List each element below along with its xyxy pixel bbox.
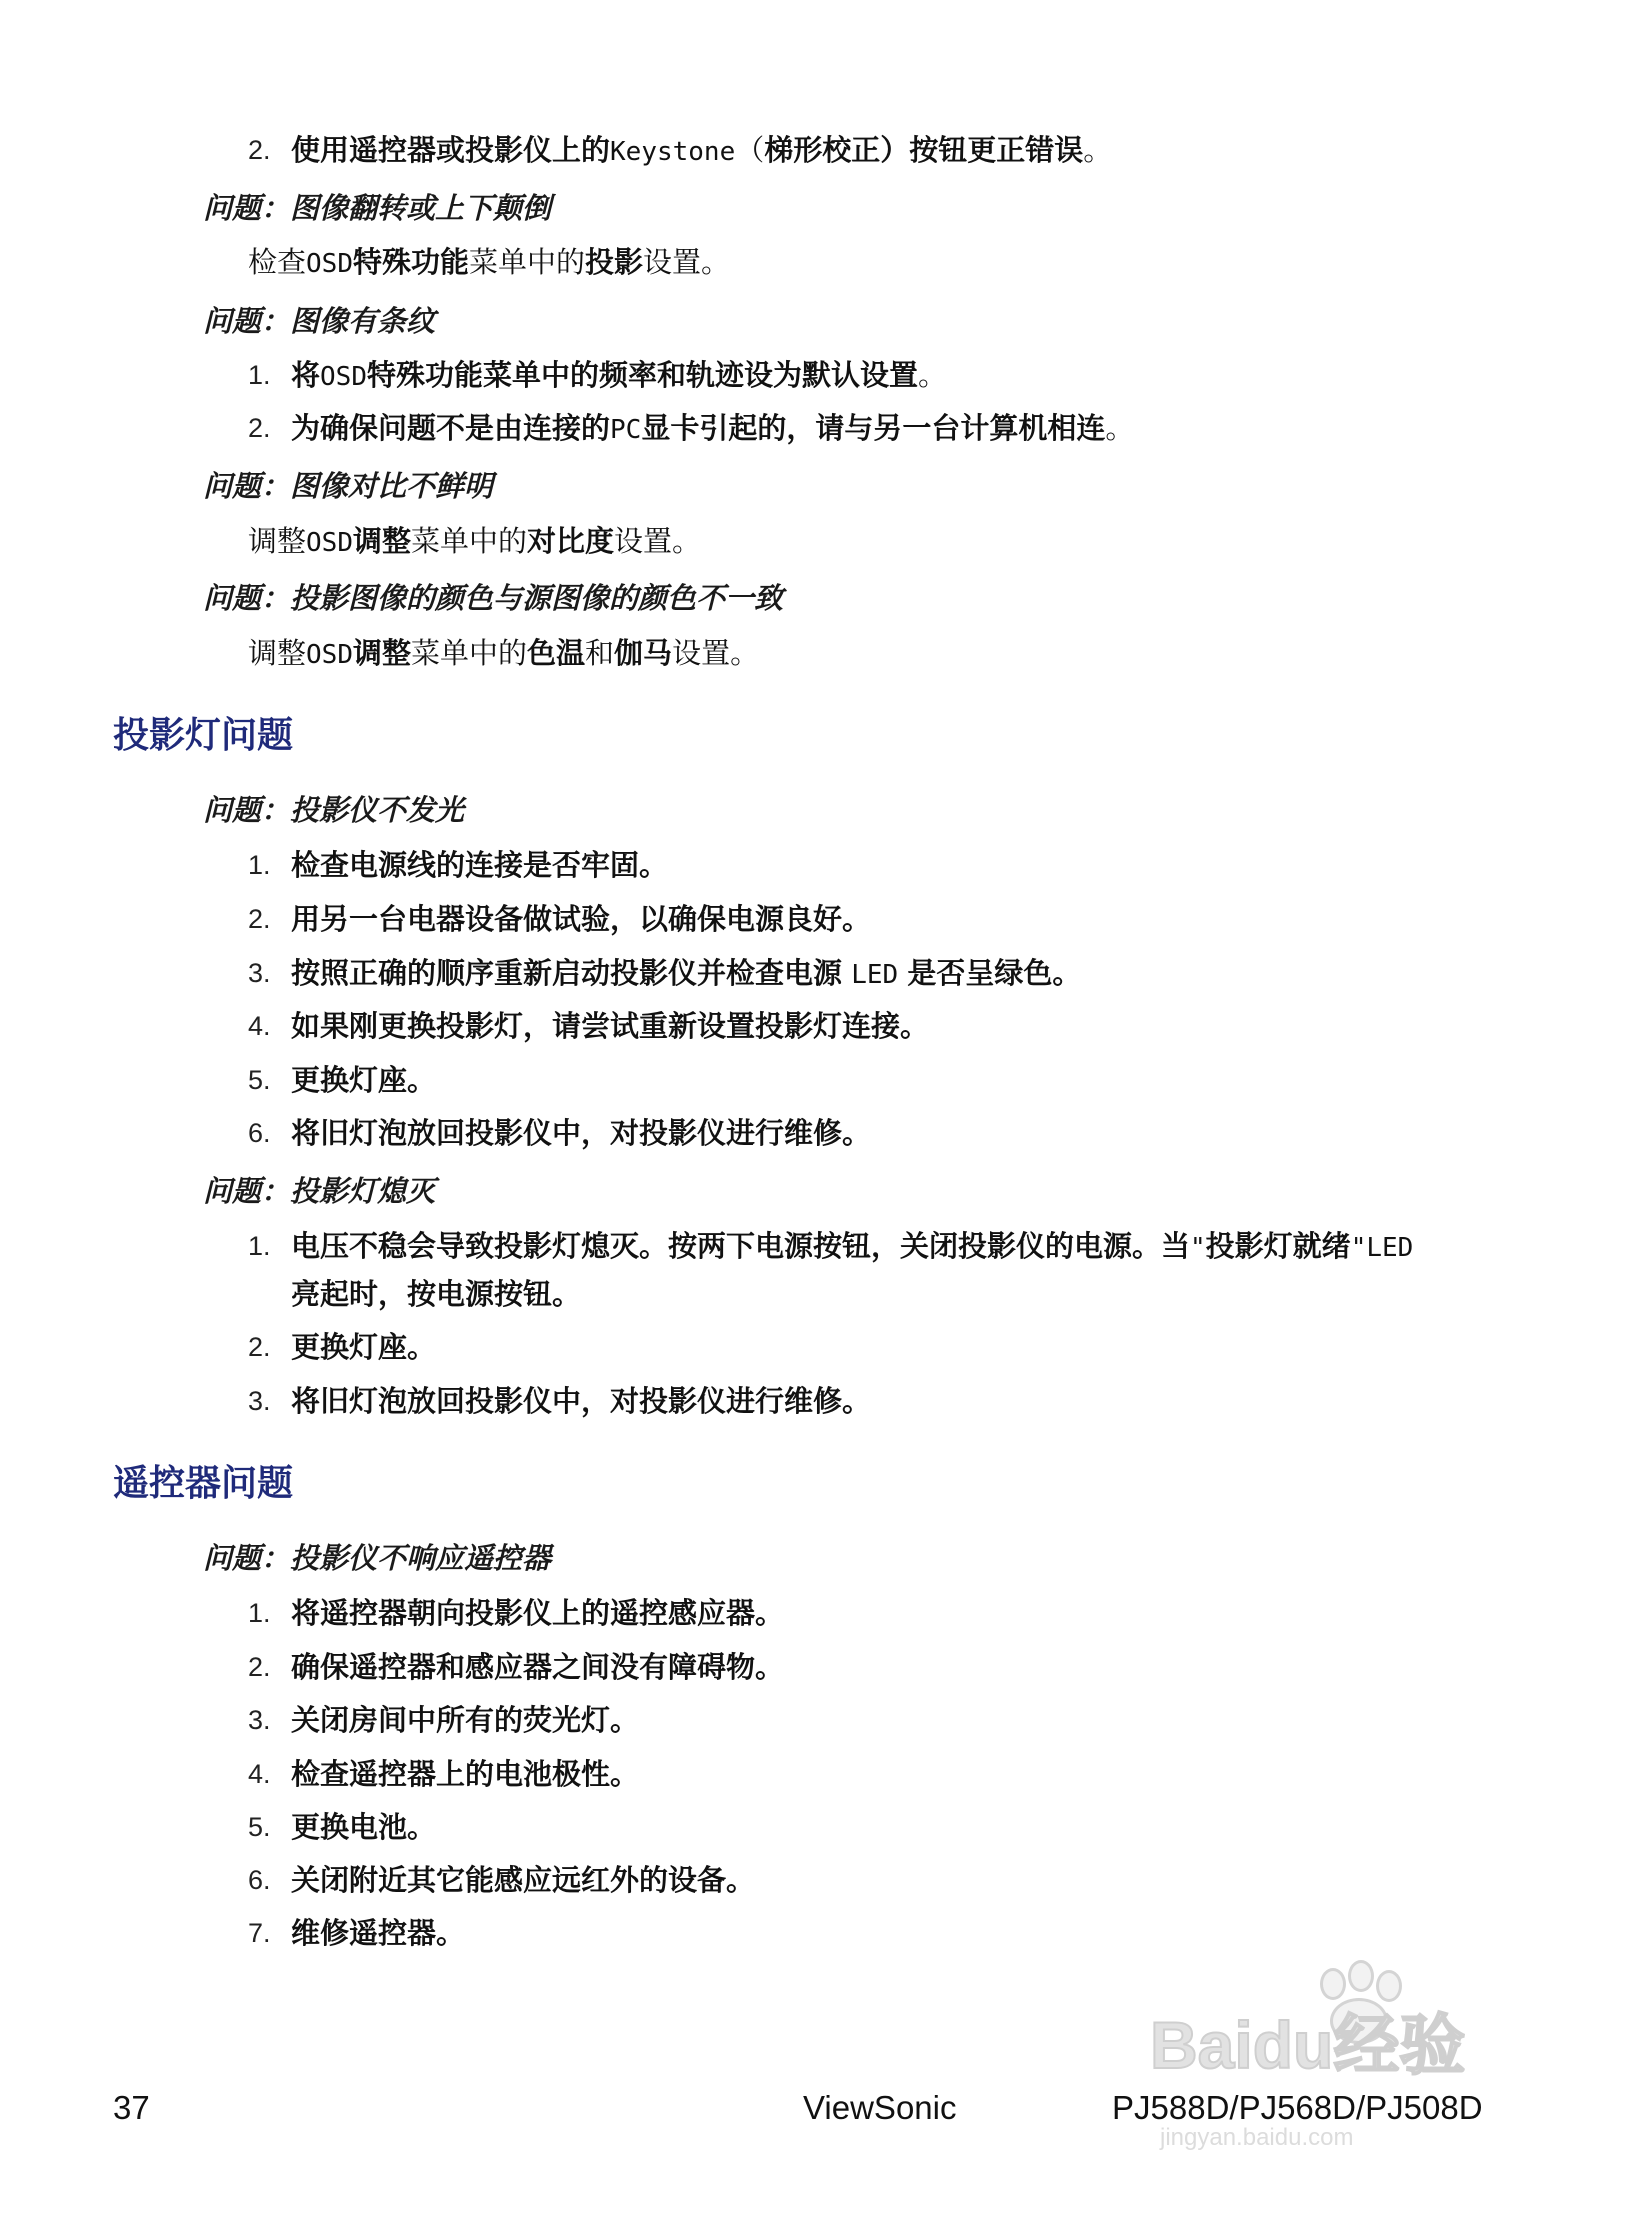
text-segment: （ xyxy=(735,133,765,167)
text-segment: 。 xyxy=(1105,411,1135,445)
list-number: 2. xyxy=(248,1652,271,1682)
list-number: 4. xyxy=(248,1759,271,1789)
problem-title: 问题：投影仪不响应遥控器 xyxy=(203,1541,552,1575)
list-number: 2. xyxy=(248,904,271,934)
list-item: 更换灯座。 xyxy=(291,1330,437,1364)
paw-toe xyxy=(1320,1968,1346,2000)
footer-model: PJ588D/PJ568D/PJ508D xyxy=(1112,2089,1483,2126)
list-number: 7. xyxy=(248,1918,271,1948)
text-segment: OSD xyxy=(306,528,353,558)
list-item xyxy=(291,1226,1413,1268)
solution-text xyxy=(248,633,759,675)
list-item: 将旧灯泡放回投影仪中，对投影仪进行维修。 xyxy=(291,1116,872,1150)
text-segment: 按照正确的顺序重新启动投影仪并检查电源 xyxy=(291,956,843,990)
text-segment: 调整 xyxy=(352,524,411,558)
paw-toe xyxy=(1376,1970,1402,2002)
text-segment: 调整 xyxy=(352,636,411,670)
text-segment: 设置。 xyxy=(672,636,760,670)
solution-text xyxy=(248,521,701,563)
list-item xyxy=(291,953,1081,995)
problem-title: 问题：图像翻转或上下颠倒 xyxy=(203,191,552,225)
text-segment: 菜单中的 xyxy=(469,245,586,279)
text-segment: 检查 xyxy=(248,245,307,279)
text-segment: 为确保问题不是由连接的 xyxy=(291,411,611,445)
text-segment: 菜单中的 xyxy=(411,524,528,558)
list-item: 更换电池。 xyxy=(291,1810,437,1844)
list-number: 3. xyxy=(248,1705,271,1735)
list-number: 2. xyxy=(248,1332,271,1362)
list-number: 6. xyxy=(248,1118,271,1148)
list-item: 更换灯座。 xyxy=(291,1063,437,1097)
list-item: 维修遥控器。 xyxy=(291,1916,466,1950)
list-number: 1. xyxy=(248,360,271,390)
text-segment: 对比度 xyxy=(527,524,615,558)
solution-text xyxy=(248,242,730,284)
list-number: 1. xyxy=(248,1598,271,1628)
text-segment: OSD xyxy=(320,362,367,392)
text-segment: PC xyxy=(610,415,642,445)
list-item: 确保遥控器和感应器之间没有障碍物。 xyxy=(291,1650,785,1684)
list-number: 5. xyxy=(248,1065,271,1095)
list-item: 用另一台电器设备做试验，以确保电源良好。 xyxy=(291,902,872,936)
problem-title: 问题：投影灯熄灭 xyxy=(203,1174,436,1208)
text-segment: 电压不稳会导致投影灯熄灭。按两下电源按钮，关闭投影仪的电源。当 xyxy=(291,1229,1191,1263)
watermark-logo-text: Baidu经验 xyxy=(1150,2008,1466,2082)
text-segment: 投影 xyxy=(585,245,644,279)
list-number: 5. xyxy=(248,1812,271,1842)
list-item: 如果刚更换投影灯，请尝试重新设置投影灯连接。 xyxy=(291,1009,930,1043)
text-segment: 菜单中的 xyxy=(411,636,528,670)
list-item-continuation: 亮起时，按电源按钮。 xyxy=(291,1277,582,1311)
watermark-url: jingyan.baidu.com xyxy=(1160,2124,1354,2151)
text-segment: 将 xyxy=(291,358,321,392)
text-segment: 。 xyxy=(918,358,948,392)
text-segment: " xyxy=(1190,1233,1206,1263)
text-segment: 调整 xyxy=(248,524,307,558)
page-number: 37 xyxy=(113,2089,150,2126)
list-item: 将遥控器朝向投影仪上的遥控感应器。 xyxy=(291,1596,785,1630)
list-number: 4. xyxy=(248,1011,271,1041)
problem-title: 问题：图像有条纹 xyxy=(203,304,436,338)
text-segment: ）按钮更正错误 xyxy=(880,133,1084,167)
list-item xyxy=(291,408,1134,450)
text-segment: 伽马 xyxy=(614,636,673,670)
list-number: 3. xyxy=(248,958,271,988)
text-segment: LED xyxy=(851,960,899,990)
list-number: 6. xyxy=(248,1865,271,1895)
list-item: 关闭附近其它能感应远红外的设备。 xyxy=(291,1863,756,1897)
list-number: 1. xyxy=(248,850,271,880)
text-segment: 特殊功能菜单中的频率和轨迹设为默认设置 xyxy=(366,358,918,392)
problem-title: 问题：图像对比不鲜明 xyxy=(203,469,494,503)
text-segment: 是否呈绿色。 xyxy=(907,956,1082,990)
text-segment: 。 xyxy=(1083,133,1113,167)
text-segment: OSD xyxy=(306,249,353,279)
text-segment: OSD xyxy=(306,640,353,670)
list-item: 检查遥控器上的电池极性。 xyxy=(291,1757,640,1791)
list-number: 2. xyxy=(248,135,271,165)
footer-brand: ViewSonic xyxy=(803,2089,957,2126)
text-segment: 设置。 xyxy=(614,524,702,558)
list-item: 关闭房间中所有的荧光灯。 xyxy=(291,1703,640,1737)
list-item-keystone xyxy=(291,130,1112,172)
section-heading: 遥控器问题 xyxy=(113,1463,294,1504)
paw-toe xyxy=(1348,1960,1374,1992)
list-number: 3. xyxy=(248,1386,271,1416)
section-heading: 投影灯问题 xyxy=(113,715,294,756)
list-number: 2. xyxy=(248,413,271,443)
text-segment: 梯形校正 xyxy=(764,133,881,167)
text-segment: 调整 xyxy=(248,636,307,670)
list-item: 将旧灯泡放回投影仪中，对投影仪进行维修。 xyxy=(291,1384,872,1418)
text-segment: 投影灯就绪 xyxy=(1205,1229,1351,1263)
text-segment: 和 xyxy=(585,636,615,670)
text-segment: 使用遥控器或投影仪上的 xyxy=(291,133,611,167)
text-segment: Keystone xyxy=(610,137,736,167)
list-item: 检查电源线的连接是否牢固。 xyxy=(291,848,669,882)
problem-title: 问题：投影仪不发光 xyxy=(203,793,465,827)
text-segment: 特殊功能 xyxy=(352,245,469,279)
list-number: 1. xyxy=(248,1231,271,1261)
text-segment: 色温 xyxy=(527,636,586,670)
list-item xyxy=(291,355,947,397)
text-segment: 显卡引起的，请与另一台计算机相连 xyxy=(641,411,1106,445)
text-segment: 设置。 xyxy=(643,245,731,279)
text-segment: "LED xyxy=(1350,1233,1414,1263)
problem-title: 问题：投影图像的颜色与源图像的颜色不一致 xyxy=(203,581,784,615)
